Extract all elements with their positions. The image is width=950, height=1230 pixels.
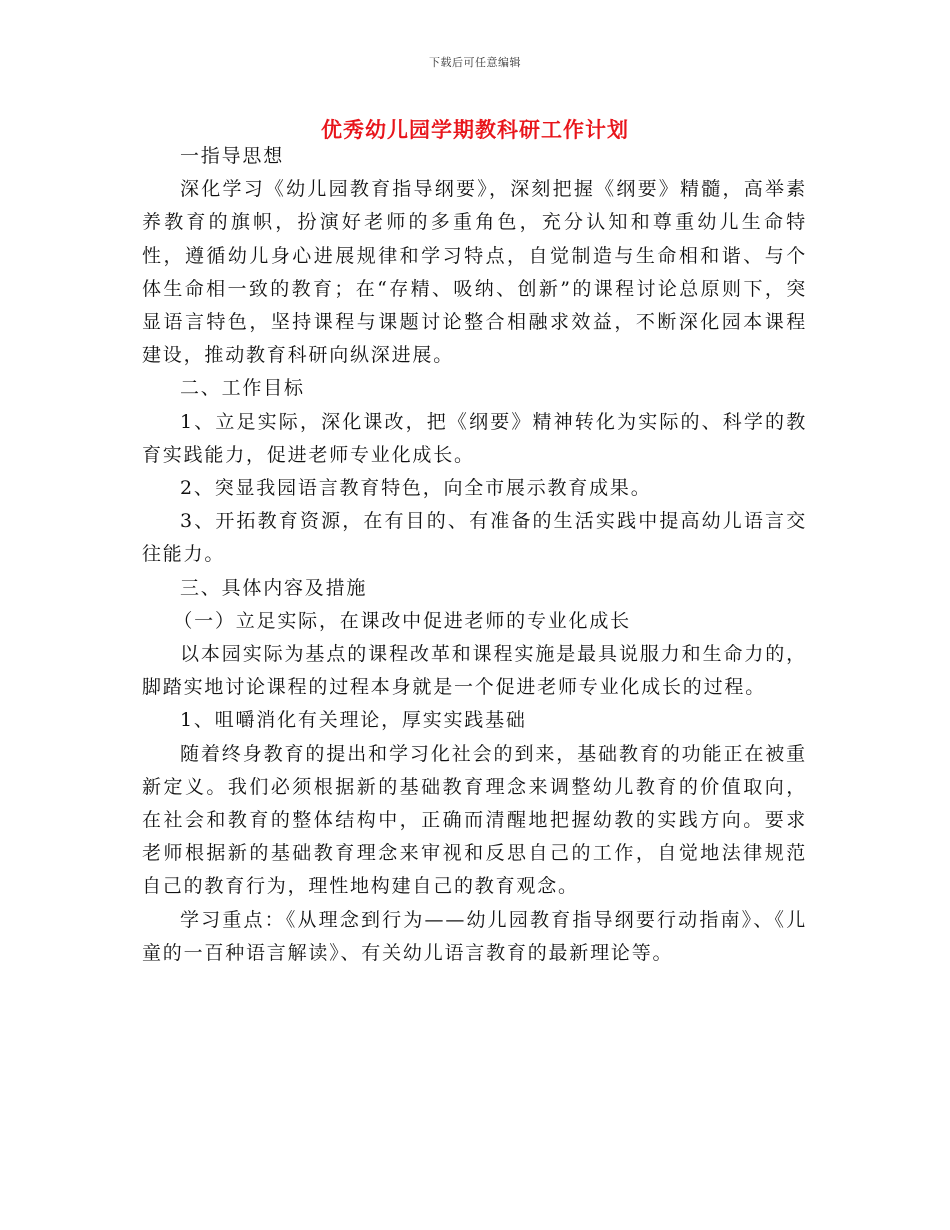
page-header-note: 下载后可任意编辑 [429, 56, 521, 69]
document-body [142, 140, 807, 970]
paragraph-goal-3: 3、开拓教育资源，在有目的、有准备的生活实践中提高幼儿语言交往能力。 [142, 510, 807, 566]
paragraph-guiding-thought: 深化学习《幼儿园教育指导纲要》，深刻把握《纲要》精髓，高举素养教育的旗帜，扮演好老师的多重角色，充分认知和尊重幼儿生命特性，遵循幼儿身心进展规律和学习特点，自觉制造与生命相和谐、与个体生命相一致的教育；在“存精、吸纳、创新”的课程讨论总原则下，突显语言特色，坚持课程与课题讨论整合相融求效益，不断深化园本课程建设，推动教育科研向纵深进展。 [142, 178, 807, 367]
document-title: 优秀幼儿园学期教科研工作计划 [321, 117, 629, 142]
paragraph-goal-2: 2、突显我园语言教育特色，向全市展示教育成果。 [180, 477, 652, 500]
paragraph-theory: 随着终身教育的提出和学习化社会的到来，基础教育的功能正在被重新定义。我们必须根据新的基础教育理念来调整幼儿教育的价值取向，在社会和教育的整体结构中，正确而清醒地把握幼教的实践方向。要求老师根据新的基础教育理念来审视和反思自己的工作，自觉地法律规范自己的教育行为，理性地构建自己的教育观念。 [142, 742, 807, 898]
section-heading-guiding-thought: 一指导思想 [180, 145, 285, 167]
section-heading-content-measures: 三、具体内容及措施 [180, 576, 368, 599]
section-heading-work-goals: 二、工作目标 [180, 377, 305, 400]
subsection-heading-1: （一）立足实际，在课改中促进老师的专业化成长 [173, 609, 631, 632]
paragraph-study-focus: 学习重点：《从理念到行为——幼儿园教育指导纲要行动指南》、《儿童的一百种语言解读》、有关幼儿语言教育的最新理论等。 [142, 908, 807, 964]
paragraph-goal-1: 1、立足实际，深化课改，把《纲要》精神转化为实际的、科学的教育实践能力，促进老师专业化成长。 [142, 410, 807, 466]
paragraph-subsection-1: 以本园实际为基点的课程改革和课程实施是最具说服力和生命力的，脚踏实地讨论课程的过程本身就是一个促进老师专业化成长的过程。 [142, 643, 807, 699]
item-heading-theory: 1、咀嚼消化有关理论，厚实实践基础 [180, 709, 527, 732]
